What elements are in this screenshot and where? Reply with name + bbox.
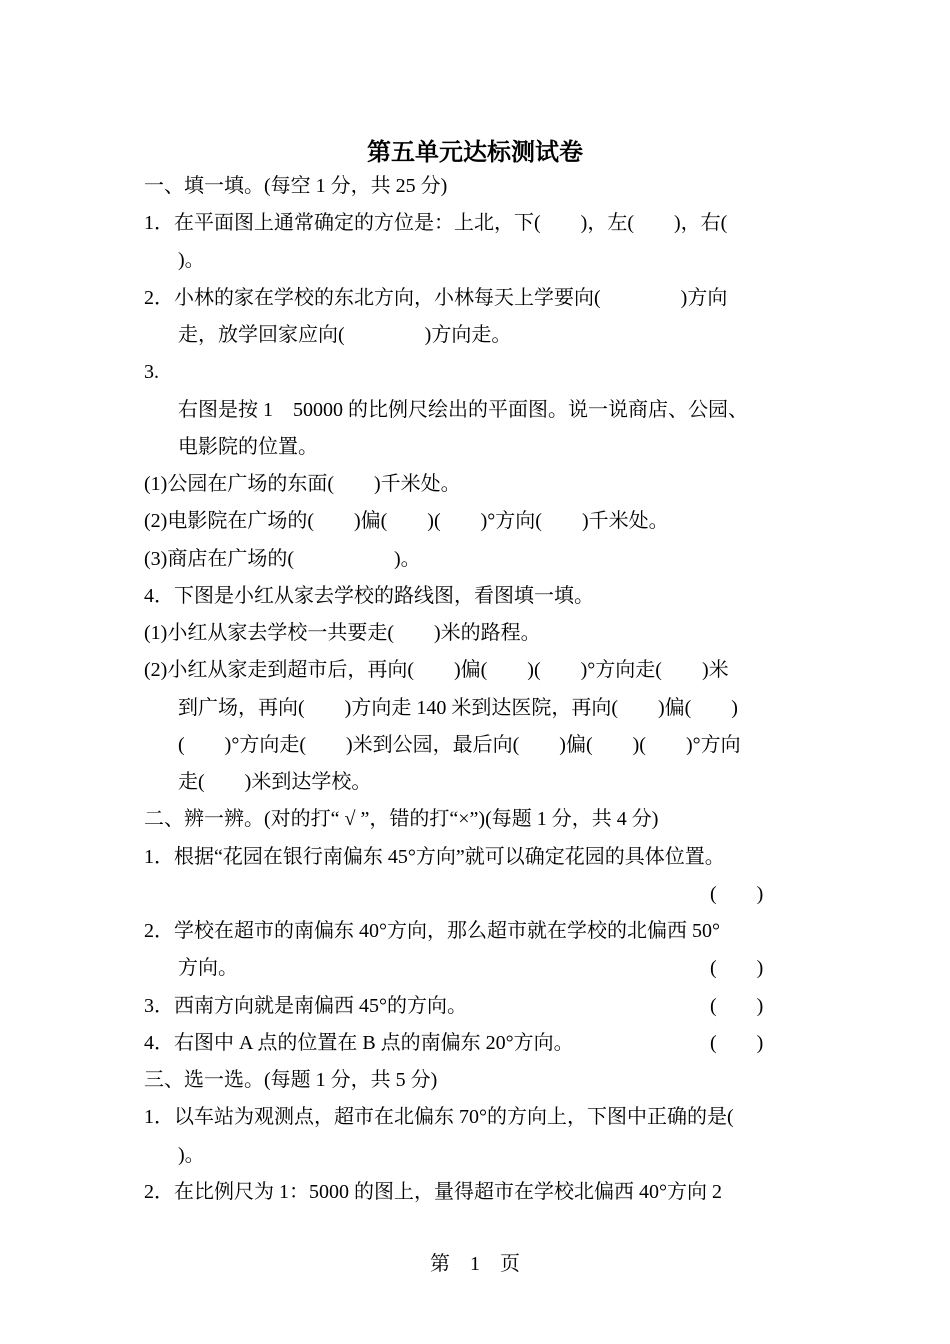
question-line: 方向。 [178, 957, 238, 979]
answer-bracket: ( ) [710, 883, 764, 905]
question-line: 3. [144, 361, 159, 383]
question-line: 右图是按 1 50000 的比例尺绘出的平面图。说一说商店、公园、 [178, 399, 748, 421]
question-line: 2．在比例尺为 1：5000 的图上，量得超市在学校北偏西 40°方向 2 [144, 1181, 722, 1203]
question-line: 1．以车站为观测点，超市在北偏东 70°的方向上，下图中正确的是( [144, 1106, 734, 1128]
question-line: 3．西南方向就是南偏西 45°的方向。 [144, 995, 467, 1017]
question-line: 1．在平面图上通常确定的方位是：上北，下( )，左( )，右( [144, 212, 728, 234]
question-line: )。 [178, 249, 205, 271]
answer-bracket: ( ) [710, 995, 764, 1017]
question-line: 走，放学回家应向( )方向走。 [178, 324, 512, 346]
question-line: 1．根据“花园在银行南偏东 45°方向”就可以确定花园的具体位置。 [144, 846, 725, 868]
section-heading-judge: 二、辨一辨。(对的打“ √ ”，错的打“×”)(每题 1 分，共 4 分) [144, 808, 659, 830]
question-line: 2．小林的家在学校的东北方向，小林每天上学要向( )方向 [144, 287, 728, 309]
question-line: ( )°方向走( )米到公园，最后向( )偏( )( )°方向 [178, 734, 741, 756]
section-heading-fill: 一、填一填。(每空 1 分，共 25 分) [144, 175, 448, 197]
answer-bracket: ( ) [710, 1032, 764, 1054]
answer-bracket: ( ) [710, 957, 764, 979]
question-line: (1)小红从家去学校一共要走( )米的路程。 [144, 622, 541, 644]
question-line: (2)电影院在广场的( )偏( )( )°方向( )千米处。 [144, 510, 669, 532]
question-line: 走( )米到达学校。 [178, 771, 372, 793]
question-line: )。 [178, 1144, 205, 1166]
question-line: 2．学校在超市的南偏东 40°方向，那么超市就在学校的北偏西 50° [144, 920, 720, 942]
question-line: (1)公园在广场的东面( )千米处。 [144, 473, 461, 495]
question-line: (3)商店在广场的( )。 [144, 548, 421, 570]
question-line: 电影院的位置。 [178, 436, 318, 458]
question-line: 到广场，再向( )方向走 140 米到达医院，再向( )偏( ) [178, 697, 738, 719]
question-line: (2)小红从家走到超市后，再向( )偏( )( )°方向走( )米 [144, 659, 729, 681]
question-line: 4．右图中 A 点的位置在 B 点的南偏东 20°方向。 [144, 1032, 574, 1054]
page-number: 第 1 页 [430, 1253, 520, 1275]
section-heading-choose: 三、选一选。(每题 1 分，共 5 分) [144, 1069, 438, 1091]
page-title: 第五单元达标测试卷 [367, 140, 583, 166]
question-line: 4．下图是小红从家去学校的路线图，看图填一填。 [144, 585, 594, 607]
